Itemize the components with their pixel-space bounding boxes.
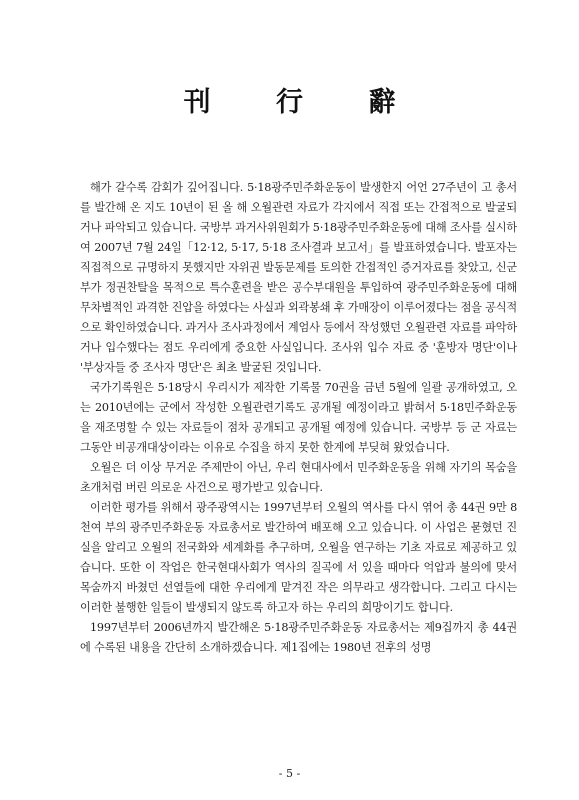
paragraph: 오월은 더 이상 무거운 주제만이 아닌, 우리 현대사에서 민주화운동을 위해 자기의 목숨을 초개처럼 버린 의로운 사건으로 평가받고 있습니다. [80,461,517,494]
page-title: 刊 行 辭 [183,87,424,118]
paragraph: 국가기록원은 5·18당시 우리시가 제작한 기록물 70권을 금년 5월에 일괄 공개하였고, 오는 2010년에는 군에서 작성한 오월관련기록도 공개될 예정이라고 밝혀서 5·18민주화운동을 재조명할 수 있는 자료들이 점차 공개되고 공개될 예정에 있습니다. 국방부 등 군 자료는 그동안 비공개대상이라는 이유로 수집을 하지 못한 한계에 부딪혀 왔었습니다. [80,381,517,454]
body-text [80,178,517,658]
paragraph: 이러한 평가를 위해서 광주광역시는 1997년부터 오월의 역사를 다시 엮어 총 44권 9만 8천여 부의 광주민주화운동 자료총서로 발간하여 배포해 오고 있습니다. 이 사업은 묻혔던 진실을 알리고 오월의 전국화와 세계화를 추구하며, 오월을 연구하는 기초 자료로 제공하고 있습니다. 또한 이 작업은 한국현대사회가 역사의 질곡에 서 있을 때마다 억압과 불의에 맞서 목숨까지 바쳤던 선열들에 대한 우리에게 맡겨진 작은 의무라고 생각합니다. 그리고 다시는 이러한 불행한 일들이 발생되지 않도록 하고자 하는 우리의 희망이기도 합니다. [80,501,517,614]
paragraph: 1997년부터 2006년까지 발간해온 5·18광주민주화운동 자료총서는 제9집까지 총 44권에 수록된 내용을 간단히 소개하겠습니다. 제1집에는 1980년 전후의 성명 [80,621,517,654]
paragraph: 해가 갈수록 감회가 깊어집니다. 5·18광주민주화운동이 발생한지 어언 27주년이 고 총서를 발간해 온 지도 10년이 된 올 해 오월관련 자료가 각지에서 직접 또는 간접적으로 발굴되거나 파악되고 있습니다. 국방부 과거사위원회가 5·18광주민주화운동에 대해 조사를 실시하여 2007년 7월 24일「12·12, 5·17, 5·18 조사결과 보고서」를 발표하였습니다. 발포자는 직접적으로 규명하지 못했지만 자위권 발동문제를 토의한 간접적인 증거자료를 찾았고, 신군부가 정권찬탈을 목적으로 특수훈련을 받은 공수부대원을 투입하여 광주민주화운동에 대해 무차별적인 과격한 진압을 하였다는 사실과 외곽봉쇄 후 가매장이 이루어졌다는 점을 공식적으로 확인하였습니다. 과거사 조사과정에서 계엄사 등에서 작성했던 오월관련 자료를 파악하거나 입수했다는 점도 우리에게 중요한 사실입니다. 조사위 입수 자료 중 '훈방자 명단'이나 '부상자들 중 조사자 명단'은 최초 발굴된 것입니다. [80,181,517,374]
page-number: - 5 - [278,767,301,780]
